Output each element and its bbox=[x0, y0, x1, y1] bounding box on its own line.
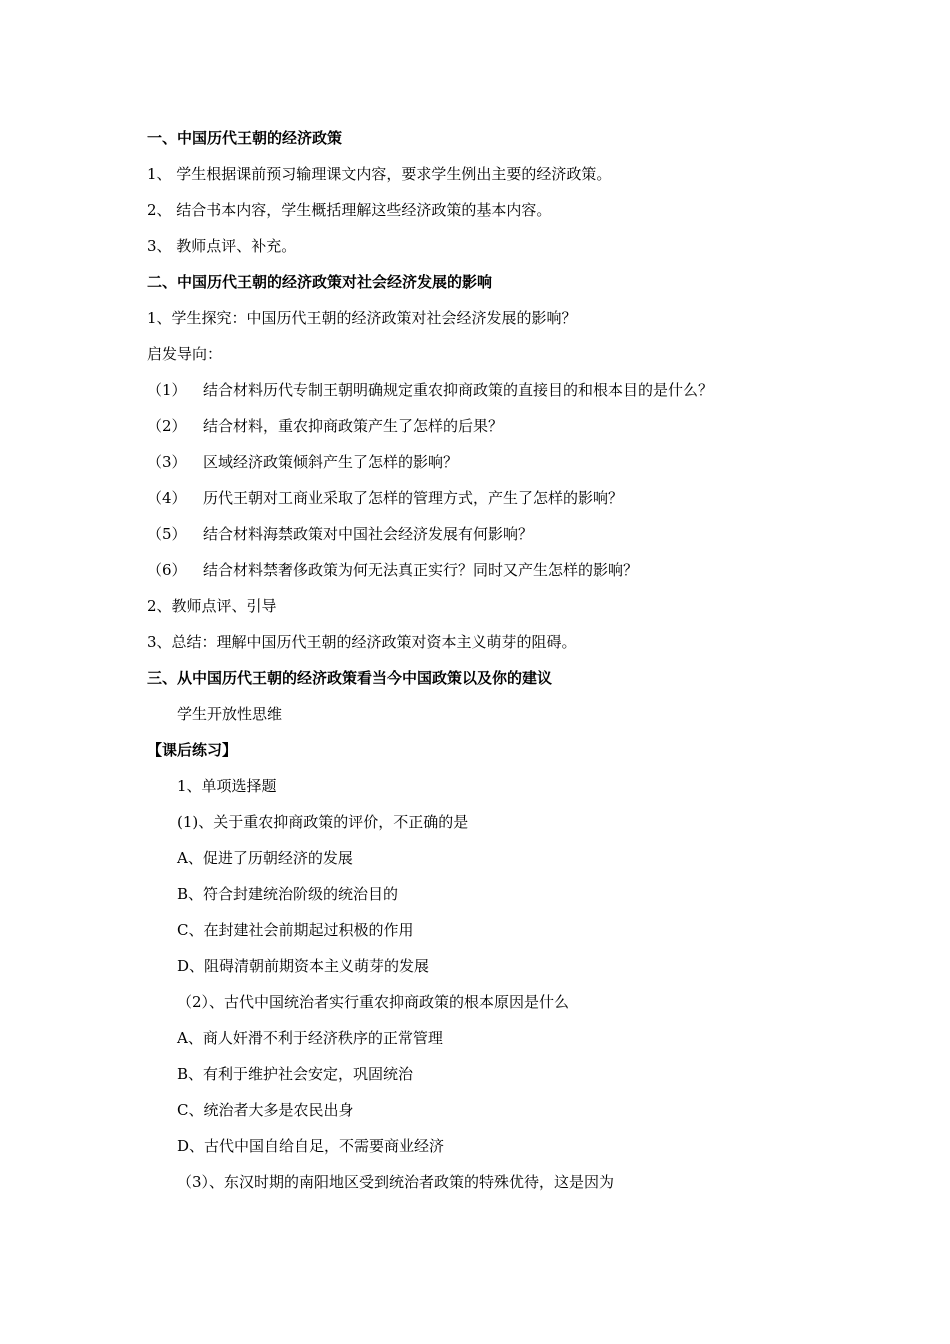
guide-question bbox=[147, 488, 623, 508]
question-text: 结合材料禁奢侈政策为何无法真正实行？同时又产生怎样的影响？ bbox=[203, 561, 639, 579]
guide-question bbox=[147, 416, 503, 436]
section-3-body: 学生开放性思维 bbox=[177, 705, 283, 723]
section-1-item-3: 3、 教师点评、补充。 bbox=[147, 237, 297, 255]
question-2-option-b: B、有利于维护社会安定，巩固统治 bbox=[177, 1065, 414, 1083]
question-text: 结合材料海禁政策对中国社会经济发展有何影响？ bbox=[203, 525, 534, 543]
exercise-heading: 【课后练习】 bbox=[147, 741, 238, 759]
question-2-stem: （2）、古代中国统治者实行重农抑商政策的根本原因是什么 bbox=[177, 993, 570, 1011]
question-1-option-c: C、在封建社会前期起过积极的作用 bbox=[177, 921, 414, 939]
question-1-stem: (1)、关于重农抑商政策的评价，不正确的是 bbox=[177, 813, 469, 831]
question-number: （1） bbox=[147, 381, 187, 399]
section-2-summary: 3、总结：理解中国历代王朝的经济政策对资本主义萌芽的阻碍。 bbox=[147, 633, 577, 651]
section-2-review: 2、教师点评、引导 bbox=[147, 597, 277, 615]
section-1-item-1: 1、 学生根据课前预习输理课文内容，要求学生例出主要的经济政策。 bbox=[147, 165, 612, 183]
guide-question bbox=[147, 380, 713, 400]
section-3-heading: 三、从中国历代王朝的经济政策看当今中国政策以及你的建议 bbox=[147, 669, 553, 687]
question-number: （5） bbox=[147, 525, 187, 543]
guide-question bbox=[147, 560, 638, 580]
question-number: （3） bbox=[147, 453, 187, 471]
question-1-option-b: B、符合封建统治阶级的统治目的 bbox=[177, 885, 399, 903]
guide-label: 启发导向： bbox=[147, 345, 223, 363]
question-number: （4） bbox=[147, 489, 187, 507]
guide-question bbox=[147, 452, 458, 472]
question-text: 区域经济政策倾斜产生了怎样的影响？ bbox=[203, 453, 459, 471]
question-text: 结合材料，重农抑商政策产生了怎样的后果？ bbox=[203, 417, 504, 435]
question-text: 结合材料历代专制王朝明确规定重农抑商政策的直接目的和根本目的是什么？ bbox=[203, 381, 714, 399]
question-3-stem: （3）、东汉时期的南阳地区受到统治者政策的特殊优待，这是因为 bbox=[177, 1173, 615, 1191]
exercise-type-label: 1、单项选择题 bbox=[177, 777, 277, 795]
section-2-explore: 1、学生探究：中国历代王朝的经济政策对社会经济发展的影响？ bbox=[147, 309, 577, 327]
question-text: 历代王朝对工商业采取了怎样的管理方式，产生了怎样的影响？ bbox=[203, 489, 624, 507]
section-1-heading: 一、中国历代王朝的经济政策 bbox=[147, 129, 343, 147]
question-1-option-d: D、阻碍清朝前期资本主义萌芽的发展 bbox=[177, 957, 430, 975]
section-2-heading: 二、中国历代王朝的经济政策对社会经济发展的影响 bbox=[147, 273, 493, 291]
question-number: （2） bbox=[147, 417, 187, 435]
question-2-option-c: C、统治者大多是农民出身 bbox=[177, 1101, 354, 1119]
question-2-option-a: A、商人奸滑不利于经济秩序的正常管理 bbox=[177, 1029, 443, 1047]
section-1-item-2: 2、 结合书本内容，学生概括理解这些经济政策的基本内容。 bbox=[147, 201, 552, 219]
question-1-option-a: A、促进了历朝经济的发展 bbox=[177, 849, 353, 867]
guide-question bbox=[147, 524, 533, 544]
question-number: （6） bbox=[147, 561, 187, 579]
question-2-option-d: D、古代中国自给自足，不需要商业经济 bbox=[177, 1137, 445, 1155]
